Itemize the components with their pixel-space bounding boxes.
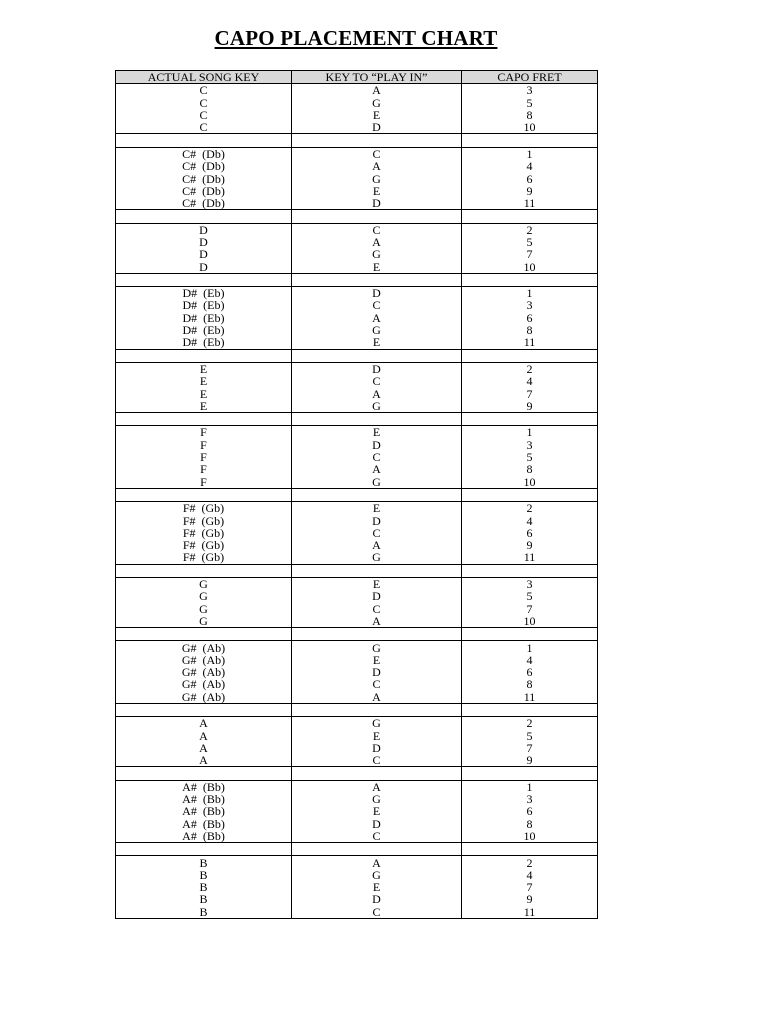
empty-cell [462,273,598,286]
actual-song-key-cell: F# (Gb) [116,539,292,551]
table-row [116,172,598,184]
capo-fret-cell: 8 [462,324,598,336]
table-row [116,299,598,311]
table-row [116,439,598,451]
play-in-key-cell: D [292,742,462,754]
table-row [116,666,598,678]
play-in-key-cell: C [292,678,462,690]
actual-song-key-cell: A [116,717,292,730]
group-separator-row [116,134,598,147]
play-in-key-cell: E [292,729,462,741]
actual-song-key-cell: D [116,260,292,273]
group-separator-row [116,349,598,362]
group-separator-row [116,843,598,856]
play-in-key-cell: E [292,502,462,515]
play-in-key-cell: E [292,805,462,817]
empty-cell [462,134,598,147]
table-row [116,793,598,805]
capo-fret-cell: 2 [462,502,598,515]
table-row [116,539,598,551]
play-in-key-cell: A [292,387,462,399]
capo-fret-cell: 5 [462,729,598,741]
table-row [116,869,598,881]
capo-fret-cell: 3 [462,439,598,451]
table-row [116,805,598,817]
play-in-key-cell: G [292,551,462,564]
actual-song-key-cell: G [116,602,292,614]
empty-cell [462,843,598,856]
capo-fret-cell: 1 [462,780,598,793]
play-in-key-cell: G [292,97,462,109]
table-row [116,336,598,349]
capo-fret-cell: 11 [462,197,598,210]
actual-song-key-cell: C [116,97,292,109]
capo-fret-cell: 2 [462,223,598,236]
play-in-key-cell: A [292,312,462,324]
actual-song-key-cell: C# (Db) [116,160,292,172]
play-in-key-cell: D [292,287,462,300]
page-title: CAPO PLACEMENT CHART [214,26,498,50]
capo-fret-cell: 8 [462,678,598,690]
capo-fret-cell: 4 [462,869,598,881]
table-row [116,906,598,919]
play-in-key-cell: E [292,336,462,349]
table-row [116,754,598,767]
play-in-key-cell: A [292,463,462,475]
table-row [116,160,598,172]
play-in-key-cell: A [292,691,462,704]
empty-cell [116,628,292,641]
capo-fret-cell: 9 [462,400,598,413]
actual-song-key-cell: G# (Ab) [116,654,292,666]
table-row [116,502,598,515]
empty-cell [116,273,292,286]
table-row [116,260,598,273]
capo-fret-cell: 10 [462,260,598,273]
group-separator-row [116,273,598,286]
actual-song-key-cell: E [116,375,292,387]
capo-fret-cell: 11 [462,336,598,349]
actual-song-key-cell: C# (Db) [116,172,292,184]
actual-song-key-cell: B [116,893,292,905]
actual-song-key-cell: A# (Bb) [116,805,292,817]
play-in-key-cell: A [292,780,462,793]
empty-cell [292,210,462,223]
table-row [116,223,598,236]
actual-song-key-cell: B [116,881,292,893]
play-in-key-cell: D [292,362,462,375]
table-row [116,717,598,730]
capo-fret-cell: 10 [462,830,598,843]
table-row [116,324,598,336]
empty-cell [462,413,598,426]
play-in-key-cell: D [292,590,462,602]
actual-song-key-cell: D# (Eb) [116,287,292,300]
header-capo-fret: CAPO FRET [462,71,598,84]
capo-fret-cell: 2 [462,717,598,730]
capo-fret-cell: 1 [462,147,598,160]
empty-cell [116,703,292,716]
capo-fret-cell: 4 [462,160,598,172]
capo-fret-cell: 6 [462,172,598,184]
empty-cell [292,488,462,501]
actual-song-key-cell: A# (Bb) [116,780,292,793]
actual-song-key-cell: D# (Eb) [116,324,292,336]
capo-chart-table [115,70,598,919]
capo-fret-cell: 9 [462,754,598,767]
actual-song-key-cell: F# (Gb) [116,527,292,539]
table-row [116,577,598,590]
play-in-key-cell: E [292,426,462,439]
table-row [116,590,598,602]
play-in-key-cell: A [292,615,462,628]
table-row [116,514,598,526]
table-row [116,476,598,489]
table-row [116,387,598,399]
capo-fret-cell: 5 [462,97,598,109]
capo-fret-cell: 7 [462,602,598,614]
play-in-key-cell: E [292,260,462,273]
empty-cell [292,134,462,147]
capo-fret-cell: 9 [462,893,598,905]
capo-fret-cell: 6 [462,805,598,817]
actual-song-key-cell: F [116,463,292,475]
table-row [116,287,598,300]
empty-cell [292,703,462,716]
capo-fret-cell: 6 [462,666,598,678]
actual-song-key-cell: C# (Db) [116,185,292,197]
table-row [116,147,598,160]
empty-cell [462,564,598,577]
play-in-key-cell: G [292,641,462,654]
table-row [116,121,598,134]
capo-fret-cell: 1 [462,641,598,654]
empty-cell [116,349,292,362]
capo-fret-cell: 2 [462,856,598,869]
table-row [116,109,598,121]
play-in-key-cell: D [292,818,462,830]
capo-fret-cell: 8 [462,109,598,121]
actual-song-key-cell: A# (Bb) [116,793,292,805]
actual-song-key-cell: A [116,742,292,754]
actual-song-key-cell: F [116,476,292,489]
play-in-key-cell: D [292,439,462,451]
empty-cell [116,843,292,856]
play-in-key-cell: A [292,160,462,172]
capo-fret-cell: 7 [462,742,598,754]
actual-song-key-cell: G# (Ab) [116,666,292,678]
play-in-key-cell: C [292,375,462,387]
actual-song-key-cell: D# (Eb) [116,336,292,349]
play-in-key-cell: E [292,881,462,893]
table-row [116,197,598,210]
capo-fret-cell: 9 [462,539,598,551]
play-in-key-cell: G [292,793,462,805]
empty-cell [116,210,292,223]
capo-fret-cell: 2 [462,362,598,375]
actual-song-key-cell: D [116,223,292,236]
actual-song-key-cell: G [116,590,292,602]
actual-song-key-cell: B [116,856,292,869]
table-row [116,312,598,324]
capo-fret-cell: 1 [462,426,598,439]
play-in-key-cell: D [292,197,462,210]
capo-fret-cell: 7 [462,881,598,893]
table-row [116,729,598,741]
actual-song-key-cell: C# (Db) [116,197,292,210]
capo-fret-cell: 4 [462,375,598,387]
actual-song-key-cell: A [116,754,292,767]
table-row [116,451,598,463]
empty-cell [116,564,292,577]
header-key-to-play-in: KEY TO “PLAY IN” [292,71,462,84]
empty-cell [462,488,598,501]
actual-song-key-cell: F# (Gb) [116,551,292,564]
table-row [116,185,598,197]
play-in-key-cell: G [292,717,462,730]
capo-fret-cell: 9 [462,185,598,197]
empty-cell [292,767,462,780]
actual-song-key-cell: A# (Bb) [116,818,292,830]
empty-cell [292,413,462,426]
actual-song-key-cell: C [116,84,292,97]
table-row [116,362,598,375]
table-row [116,236,598,248]
empty-cell [116,767,292,780]
actual-song-key-cell: D# (Eb) [116,312,292,324]
play-in-key-cell: E [292,185,462,197]
table-row [116,856,598,869]
actual-song-key-cell: C [116,121,292,134]
actual-song-key-cell: D [116,236,292,248]
capo-fret-cell: 1 [462,287,598,300]
actual-song-key-cell: B [116,906,292,919]
play-in-key-cell: C [292,147,462,160]
group-separator-row [116,210,598,223]
empty-cell [116,488,292,501]
group-separator-row [116,564,598,577]
empty-cell [292,564,462,577]
empty-cell [292,843,462,856]
play-in-key-cell: G [292,248,462,260]
play-in-key-cell: D [292,514,462,526]
capo-fret-cell: 11 [462,551,598,564]
actual-song-key-cell: F [116,426,292,439]
capo-fret-cell: 8 [462,818,598,830]
table-row [116,654,598,666]
empty-cell [462,703,598,716]
table-row [116,400,598,413]
group-separator-row [116,628,598,641]
play-in-key-cell: G [292,869,462,881]
play-in-key-cell: C [292,299,462,311]
table-row [116,691,598,704]
capo-fret-cell: 4 [462,514,598,526]
capo-fret-cell: 5 [462,590,598,602]
capo-fret-cell: 10 [462,121,598,134]
group-separator-row [116,488,598,501]
table-row [116,893,598,905]
actual-song-key-cell: E [116,387,292,399]
group-separator-row [116,703,598,716]
table-row [116,678,598,690]
table-row [116,463,598,475]
actual-song-key-cell: A [116,729,292,741]
group-separator-row [116,767,598,780]
play-in-key-cell: C [292,602,462,614]
capo-fret-cell: 4 [462,654,598,666]
play-in-key-cell: G [292,476,462,489]
play-in-key-cell: E [292,577,462,590]
capo-fret-cell: 3 [462,577,598,590]
actual-song-key-cell: F# (Gb) [116,514,292,526]
empty-cell [462,767,598,780]
capo-fret-cell: 6 [462,312,598,324]
actual-song-key-cell: C# (Db) [116,147,292,160]
play-in-key-cell: A [292,856,462,869]
actual-song-key-cell: F# (Gb) [116,502,292,515]
play-in-key-cell: D [292,121,462,134]
capo-fret-cell: 11 [462,691,598,704]
play-in-key-cell: C [292,906,462,919]
play-in-key-cell: C [292,830,462,843]
play-in-key-cell: D [292,893,462,905]
capo-fret-cell: 3 [462,793,598,805]
group-separator-row [116,413,598,426]
empty-cell [116,413,292,426]
play-in-key-cell: C [292,451,462,463]
actual-song-key-cell: D# (Eb) [116,299,292,311]
empty-cell [462,210,598,223]
play-in-key-cell: A [292,539,462,551]
actual-song-key-cell: G [116,577,292,590]
empty-cell [292,273,462,286]
capo-fret-cell: 8 [462,463,598,475]
capo-fret-cell: 7 [462,248,598,260]
play-in-key-cell: A [292,84,462,97]
capo-fret-cell: 11 [462,906,598,919]
table-row [116,375,598,387]
play-in-key-cell: C [292,754,462,767]
capo-fret-cell: 3 [462,299,598,311]
table-row [116,551,598,564]
play-in-key-cell: E [292,109,462,121]
table-row [116,248,598,260]
play-in-key-cell: A [292,236,462,248]
table-row [116,84,598,97]
table-row [116,615,598,628]
play-in-key-cell: D [292,666,462,678]
actual-song-key-cell: E [116,362,292,375]
actual-song-key-cell: G# (Ab) [116,641,292,654]
play-in-key-cell: G [292,172,462,184]
capo-fret-cell: 5 [462,236,598,248]
empty-cell [292,349,462,362]
play-in-key-cell: C [292,527,462,539]
header-row [116,71,598,84]
play-in-key-cell: G [292,400,462,413]
empty-cell [462,628,598,641]
table-row [116,641,598,654]
empty-cell [462,349,598,362]
table-row [116,780,598,793]
capo-fret-cell: 7 [462,387,598,399]
capo-fret-cell: 10 [462,615,598,628]
capo-fret-cell: 3 [462,84,598,97]
chart-body [116,84,598,919]
capo-fret-cell: 5 [462,451,598,463]
table-row [116,830,598,843]
play-in-key-cell: C [292,223,462,236]
empty-cell [116,134,292,147]
actual-song-key-cell: E [116,400,292,413]
table-row [116,97,598,109]
actual-song-key-cell: B [116,869,292,881]
actual-song-key-cell: F [116,451,292,463]
table-row [116,742,598,754]
capo-fret-cell: 6 [462,527,598,539]
actual-song-key-cell: G# (Ab) [116,691,292,704]
table-row [116,426,598,439]
table-row [116,602,598,614]
table-row [116,527,598,539]
play-in-key-cell: E [292,654,462,666]
actual-song-key-cell: G# (Ab) [116,678,292,690]
play-in-key-cell: G [292,324,462,336]
empty-cell [292,628,462,641]
capo-fret-cell: 10 [462,476,598,489]
actual-song-key-cell: A# (Bb) [116,830,292,843]
table-row [116,818,598,830]
actual-song-key-cell: F [116,439,292,451]
actual-song-key-cell: G [116,615,292,628]
table-row [116,881,598,893]
actual-song-key-cell: D [116,248,292,260]
header-actual-song-key: ACTUAL SONG KEY [116,71,292,84]
actual-song-key-cell: C [116,109,292,121]
